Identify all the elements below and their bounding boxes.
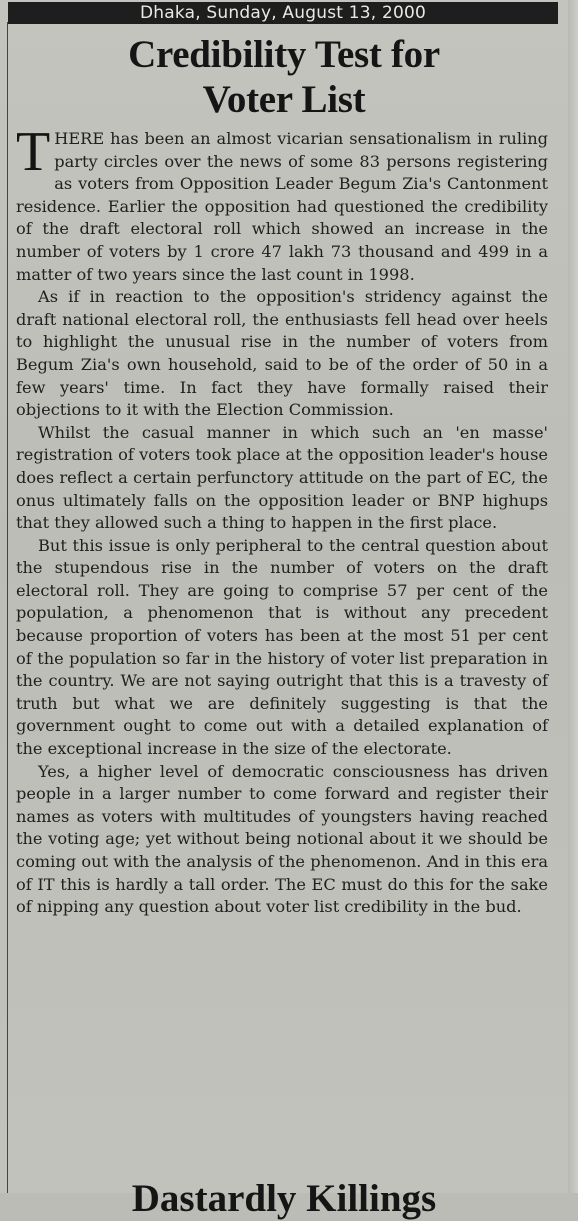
dateline-banner: Dhaka, Sunday, August 13, 2000 — [8, 2, 558, 24]
drop-cap: T — [16, 121, 51, 183]
paragraph-5: Yes, a higher level of democratic consciousness has driven people in a larger number to come forward and register their names as voters with multitudes of youngsters having reached the voting age; yet without being notional about it we should be coming out with the analysis of the phenomenon. And in this era of IT this is hardly a tall order. The EC must do this for the sake of nipping any question about voter list credibility in the bud. — [16, 761, 548, 917]
editorial-body — [16, 121, 548, 919]
paragraph-1 — [16, 121, 548, 286]
paragraph-2: As if in reaction to the opposition's stridency against the draft national electoral roll, the enthusiasts fell head over heels to highlight the unusual rise in the number of voters from Begum Zia's own household, said to be of the order of 50 in a few years' time. In fact they have formally raised their objections to it with the Election Commission. — [16, 287, 548, 420]
paragraph-3: Whilst the casual manner in which such an 'en masse' registration of voters took place at the opposition leader's house does reflect a certain perfunctory attitude on the part of EC, the onus ultimately falls on the opposition leader or BNP highups that they allowed such a thing to happen in the first place. — [16, 422, 548, 533]
headline-line-1: Credibility Test for — [128, 33, 440, 76]
page-edge — [568, 0, 578, 1193]
editorial-headline — [10, 32, 558, 122]
headline-line-2: Voter List — [202, 78, 366, 121]
paragraph-4: But this issue is only peripheral to the central question about the stupendous rise in the number of voters on the draft electoral roll. They are going to comprise 57 per cent of the population, a phenomenon that is without any precedent because proportion of voters has been at the most 51 per cent of the population so far in the history of voter list preparation in the country. We are not saying outright that this is a travesty of truth but what we are definitely suggesting is that the government ought to come out with a detailed explanation of the exceptional increase in the size of the electorate. — [16, 535, 548, 759]
next-article-headline: Dastardly Killings — [131, 1177, 437, 1220]
paragraph-1-text: HERE has been an almost vicarian sensationalism in ruling party circles over the news of some 83 persons registering as voters from Opposition Leader Begum Zia's Cantonment residence. Earlier the opposition had questioned the credibility of the draft electoral roll which showed an increase in the number of voters by 1 crore 47 lakh 73 thousand and 499 in a matter of two years since the last count in 1998. — [16, 129, 548, 284]
column-rule — [7, 22, 8, 1193]
